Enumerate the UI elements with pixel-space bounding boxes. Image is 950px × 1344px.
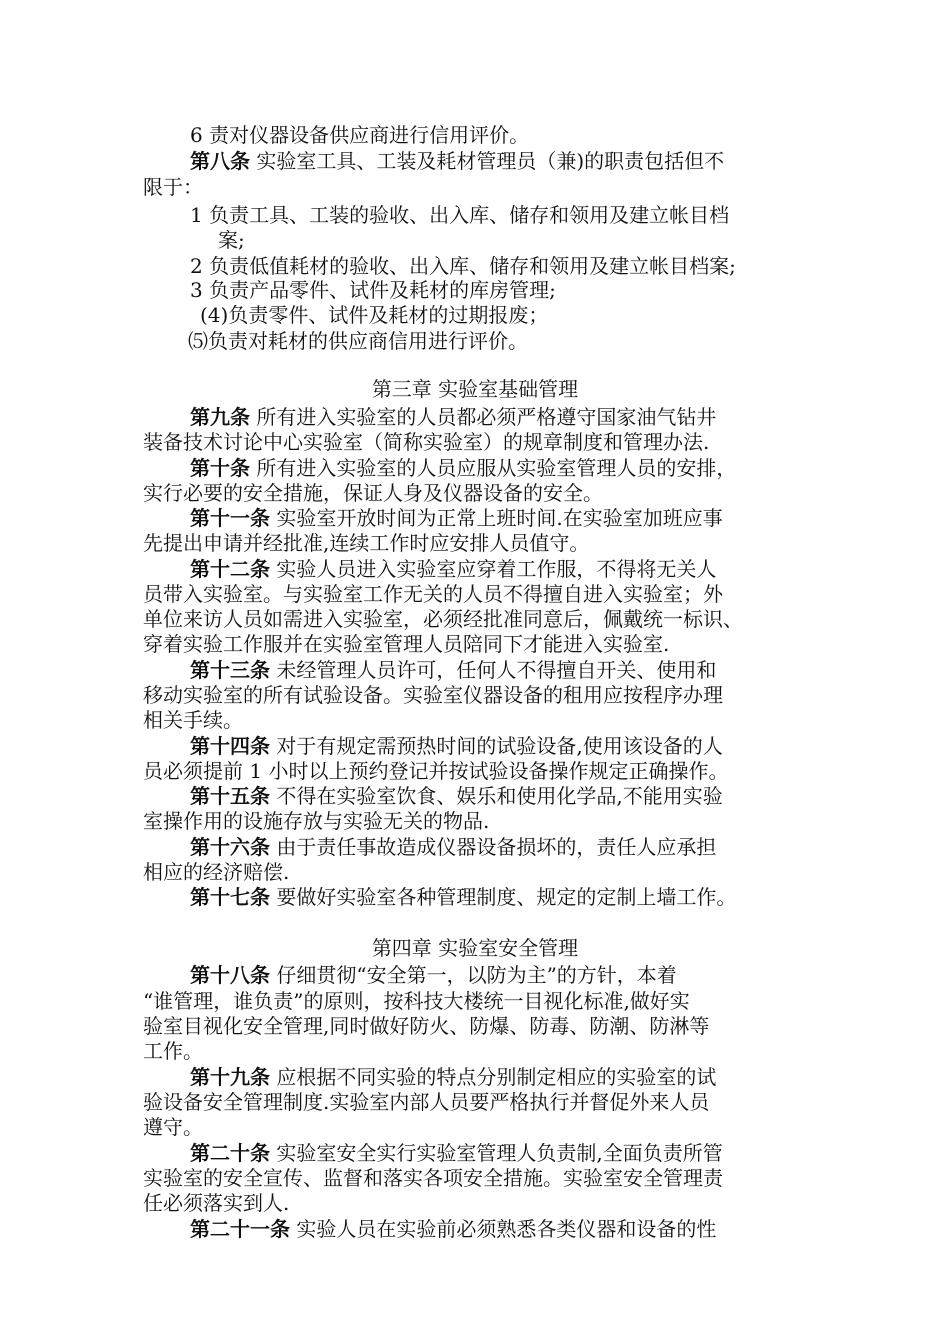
article-20-line-2: 实验室的安全宣传、监督和落实各项安全措施。实验室安全管理责 <box>143 1166 723 1190</box>
article-12-line-1 <box>190 555 716 583</box>
article-21-title: 第二十一条 <box>190 1217 290 1241</box>
article-20-line-3: 任必须落实到人. <box>143 1191 290 1215</box>
article-9-text: 所有进入实验室的人员都必须严格遵守国家油气钻井 <box>250 405 717 429</box>
article-12-text: 实验人员进入实验室应穿着工作服，不得将无关人 <box>270 557 717 581</box>
article-10-text: 所有进入实验室的人员应服从实验室管理人员的安排， <box>250 456 737 480</box>
article-15-line-2: 室操作用的设施存放与实验无关的物品. <box>143 809 490 833</box>
article-12-line-4: 穿着实验工作服并在实验室管理人员陪同下才能进入实验室. <box>143 632 670 656</box>
list-item-6: 6 责对仪器设备供应商进行信用评价。 <box>190 123 530 147</box>
article-12-title: 第十二条 <box>190 557 270 581</box>
article-20-text: 实验室安全实行实验室管理人负责制,全面负责所管 <box>270 1141 723 1165</box>
article-14-line-1 <box>190 732 723 760</box>
article-18-line-1 <box>190 961 677 989</box>
article-15-title: 第十五条 <box>190 784 270 808</box>
article-15-line-1 <box>190 782 723 810</box>
article-11-line-2: 先提出申请并经批准,连续工作时应安排人员值守。 <box>143 531 590 555</box>
article-9-line-2: 装备技术讨论中心实验室（简称实验室）的规章制度和管理办法. <box>143 430 710 454</box>
article-13-line-1 <box>190 656 716 684</box>
article-19-line-1 <box>190 1063 716 1091</box>
chapter-4-heading: 第四章 实验室安全管理 <box>371 936 579 960</box>
article-14-text: 对于有规定需预热时间的试验设备,使用该设备的人 <box>270 734 723 758</box>
article-13-text: 未经管理人员许可，任何人不得擅自开关、使用和 <box>270 658 717 682</box>
article-17-text: 要做好实验室各种管理制度、规定的定制上墙工作。 <box>270 885 737 909</box>
article-13-line-2: 移动实验室的所有试验设备。实验室仪器设备的租用应按程序办理 <box>143 683 723 707</box>
article-15-text: 不得在实验室饮食、娱乐和使用化学品,不能用实验 <box>270 784 723 808</box>
article-8-item-3: 3 负责产品零件、试件及耗材的库房管理; <box>190 278 556 302</box>
article-16-text: 由于责任事故造成仪器设备损坏的，责任人应承担 <box>270 835 717 859</box>
article-10-line-1 <box>190 454 736 482</box>
article-9-title: 第九条 <box>190 405 250 429</box>
article-10-line-2: 实行必要的安全措施，保证人身及仪器设备的安全。 <box>143 481 603 505</box>
article-8-text: 实验室工具、工装及耗材管理员（兼)的职责包括但不 <box>250 149 725 173</box>
article-20-title: 第二十条 <box>190 1141 270 1165</box>
article-8-item-1-cont: 案; <box>218 228 245 252</box>
article-17-line-1 <box>190 883 736 911</box>
article-8-line-2: 限于： <box>143 175 203 199</box>
article-8-line-1 <box>190 147 724 175</box>
article-18-text: 仔细贯彻“安全第一，以防为主”的方针，本着 <box>270 963 677 987</box>
article-19-title: 第十九条 <box>190 1065 270 1089</box>
article-10-title: 第十条 <box>190 456 250 480</box>
article-19-line-3: 遵守。 <box>143 1115 203 1139</box>
article-11-line-1 <box>190 504 723 532</box>
article-11-text: 实验室开放时间为正常上班时间.在实验室加班应事 <box>270 506 723 530</box>
article-19-text: 应根据不同实验的特点分别制定相应的实验室的试 <box>270 1065 717 1089</box>
article-13-line-3: 相关手续。 <box>143 708 243 732</box>
article-18-title: 第十八条 <box>190 963 270 987</box>
article-12-line-3: 单位来访人员如需进入实验室，必须经批准同意后，佩戴统一标识、 <box>143 607 743 631</box>
article-8-item-4: (4)负责零件、试件及耗材的过期报废； <box>200 303 549 327</box>
article-8-item-1: 1 负责工具、工装的验收、出入库、储存和领用及建立帐目档 <box>190 203 730 227</box>
article-21-line-1 <box>190 1215 716 1243</box>
article-11-title: 第十一条 <box>190 506 270 530</box>
article-12-line-2: 员带入实验室。与实验室工作无关的人员不得擅自进入实验室；外 <box>143 582 723 606</box>
article-13-title: 第十三条 <box>190 658 270 682</box>
article-8-title: 第八条 <box>190 149 250 173</box>
chapter-3-heading: 第三章 实验室基础管理 <box>371 377 579 401</box>
article-16-line-1 <box>190 833 716 861</box>
article-20-line-1 <box>190 1139 723 1167</box>
article-18-line-4: 工作。 <box>143 1039 203 1063</box>
article-14-title: 第十四条 <box>190 734 270 758</box>
article-8-item-2: 2 负责低值耗材的验收、出入库、储存和领用及建立帐目档案; <box>190 254 736 278</box>
article-18-line-3: 验室目视化安全管理,同时做好防火、防爆、防毒、防潮、防淋等 <box>143 1014 710 1038</box>
article-16-line-2: 相应的经济赔偿. <box>143 860 290 884</box>
article-8-item-5: ⑸负责对耗材的供应商信用进行评价。 <box>188 329 528 353</box>
article-19-line-2: 验设备安全管理制度.实验室内部人员要严格执行并督促外来人员 <box>143 1090 710 1114</box>
article-16-title: 第十六条 <box>190 835 270 859</box>
article-21-text: 实验人员在实验前必须熟悉各类仪器和设备的性 <box>290 1217 717 1241</box>
article-17-title: 第十七条 <box>190 885 270 909</box>
article-18-line-2: “谁管理，谁负责”的原则，按科技大楼统一目视化标准,做好实 <box>143 989 690 1013</box>
article-14-line-2: 员必须提前 1 小时以上预约登记并按试验设备操作规定正确操作。 <box>143 759 729 783</box>
article-9-line-1 <box>190 403 716 431</box>
